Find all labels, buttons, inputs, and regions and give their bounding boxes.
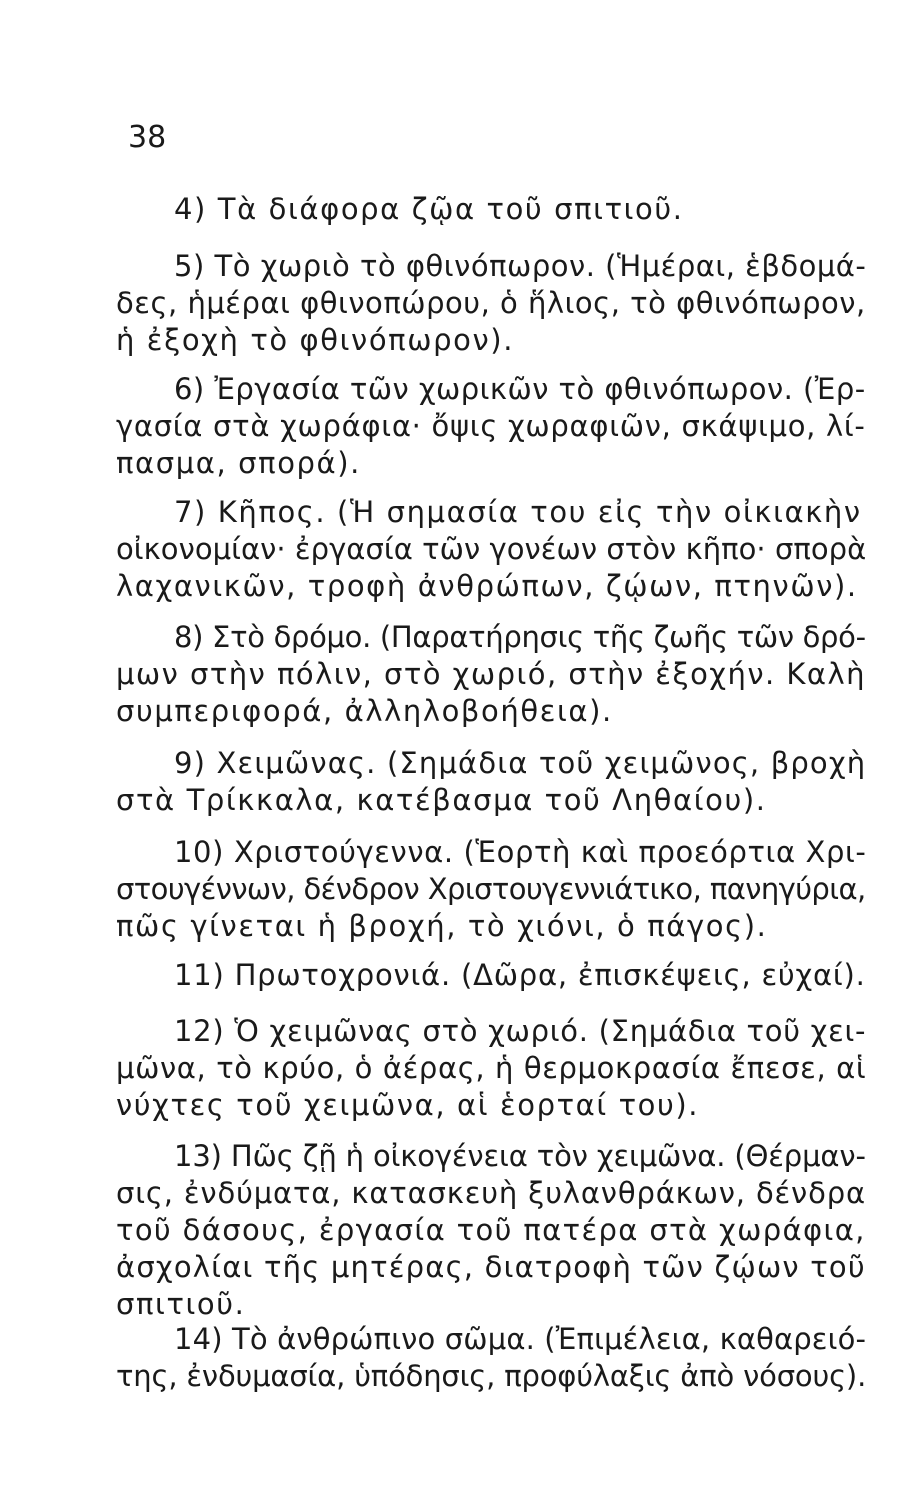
item-line: γασία στὰ χωράφια· ὄψις χωραφιῶν, σκάψιμο, λί- <box>116 409 866 443</box>
item-line: 9) Χειμῶνας. (Σημάδια τοῦ χειμῶνος, βροχὴ <box>174 746 867 780</box>
list-item <box>116 619 866 730</box>
item-line: 12) Ὁ χειμῶνας στὸ χωριό. (Σημάδια τοῦ χει- <box>174 1014 867 1048</box>
item-line: 8) Στὸ δρόμο. (Παρατήρησις τῆς ζωῆς τῶν δρό- <box>174 620 866 654</box>
list-item <box>116 248 866 359</box>
item-line: 7) Κῆπος. (Ἡ σημασία του εἰς τὴν οἰκιακὴν <box>174 495 862 529</box>
list-item <box>116 494 866 605</box>
item-line: μῶνα, τὸ κρύο, ὁ ἀέρας, ἡ θερμοκρασία ἔπεσε, αἱ <box>116 1051 867 1085</box>
list-item <box>116 745 866 819</box>
list-item <box>116 834 866 945</box>
list-item <box>116 371 866 482</box>
item-line: ἀσχολίαι τῆς μητέρας, διατροφὴ τῶν ζῴων τοῦ <box>116 1250 866 1284</box>
item-line: λαχανικῶν, τροφὴ ἀνθρώπων, ζῴων, πτηνῶν). <box>116 569 858 603</box>
list-item <box>116 957 866 994</box>
item-line: στουγέννων, δένδρον Χριστουγεννιάτικο, πανηγύρια, <box>116 872 866 906</box>
item-line: μων στὴν πόλιν, στὸ χωριό, στὴν ἐξοχήν. Καλὴ <box>116 657 866 691</box>
item-line: 4) Τὰ διάφορα ζῷα τοῦ σπιτιοῦ. <box>174 192 684 226</box>
item-line: 11) Πρωτοχρονιά. (Δῶρα, ἐπισκέψεις, εὐχαί). <box>174 958 866 992</box>
list-item <box>116 1138 866 1323</box>
item-line: ἡ ἐξοχὴ τὸ φθινόπωρον). <box>116 323 515 357</box>
item-line: δες, ἡμέραι φθινοπώρου, ὁ ἥλιος, τὸ φθινόπωρον, <box>116 286 866 320</box>
item-line: σπιτιοῦ. <box>116 1287 246 1321</box>
item-line: στὰ Τρίκκαλα, κατέβασμα τοῦ Ληθαίου). <box>116 783 767 817</box>
list-item <box>116 1013 866 1124</box>
list-item <box>116 191 866 228</box>
item-line: πασμα, σπορά). <box>116 446 361 480</box>
item-line: 6) Ἐργασία τῶν χωρικῶν τὸ φθινόπωρον. (Ἐρ- <box>174 372 866 406</box>
item-line: νύχτες τοῦ χειμῶνα, αἱ ἑορταί του). <box>116 1088 700 1122</box>
item-line: 13) Πῶς ζῇ ἡ οἰκογένεια τὸν χειμῶνα. (Θέρμαν- <box>174 1139 866 1173</box>
item-line: της, ἐνδυμασία, ὑπόδησις, προφύλαξις ἀπὸ νόσους). <box>116 1359 867 1393</box>
item-line: 14) Τὸ ἀνθρώπινο σῶμα. (Ἐπιμέλεια, καθαρειό- <box>174 1322 867 1356</box>
item-line: τοῦ δάσους, ἐργασία τοῦ πατέρα στὰ χωράφια, <box>116 1213 866 1247</box>
item-line: 5) Τὸ χωριὸ τὸ φθινόπωρον. (Ἡμέραι, ἑβδομά- <box>174 249 867 283</box>
item-line: πῶς γίνεται ἡ βροχή, τὸ χιόνι, ὁ πάγος). <box>116 909 768 943</box>
item-line: σις, ἐνδύματα, κατασκευὴ ξυλανθράκων, δένδρα <box>116 1176 866 1210</box>
item-line: οἰκονομίαν· ἐργασία τῶν γονέων στὸν κῆπο· σπορὰ <box>116 532 867 566</box>
item-line: συμπεριφορά, ἀλληλοβοήθεια). <box>116 694 613 728</box>
page-number: 38 <box>128 120 167 155</box>
list-item <box>116 1321 866 1395</box>
item-line: 10) Χριστούγεννα. (Ἑορτὴ καὶ προεόρτια Χρι- <box>174 835 867 869</box>
